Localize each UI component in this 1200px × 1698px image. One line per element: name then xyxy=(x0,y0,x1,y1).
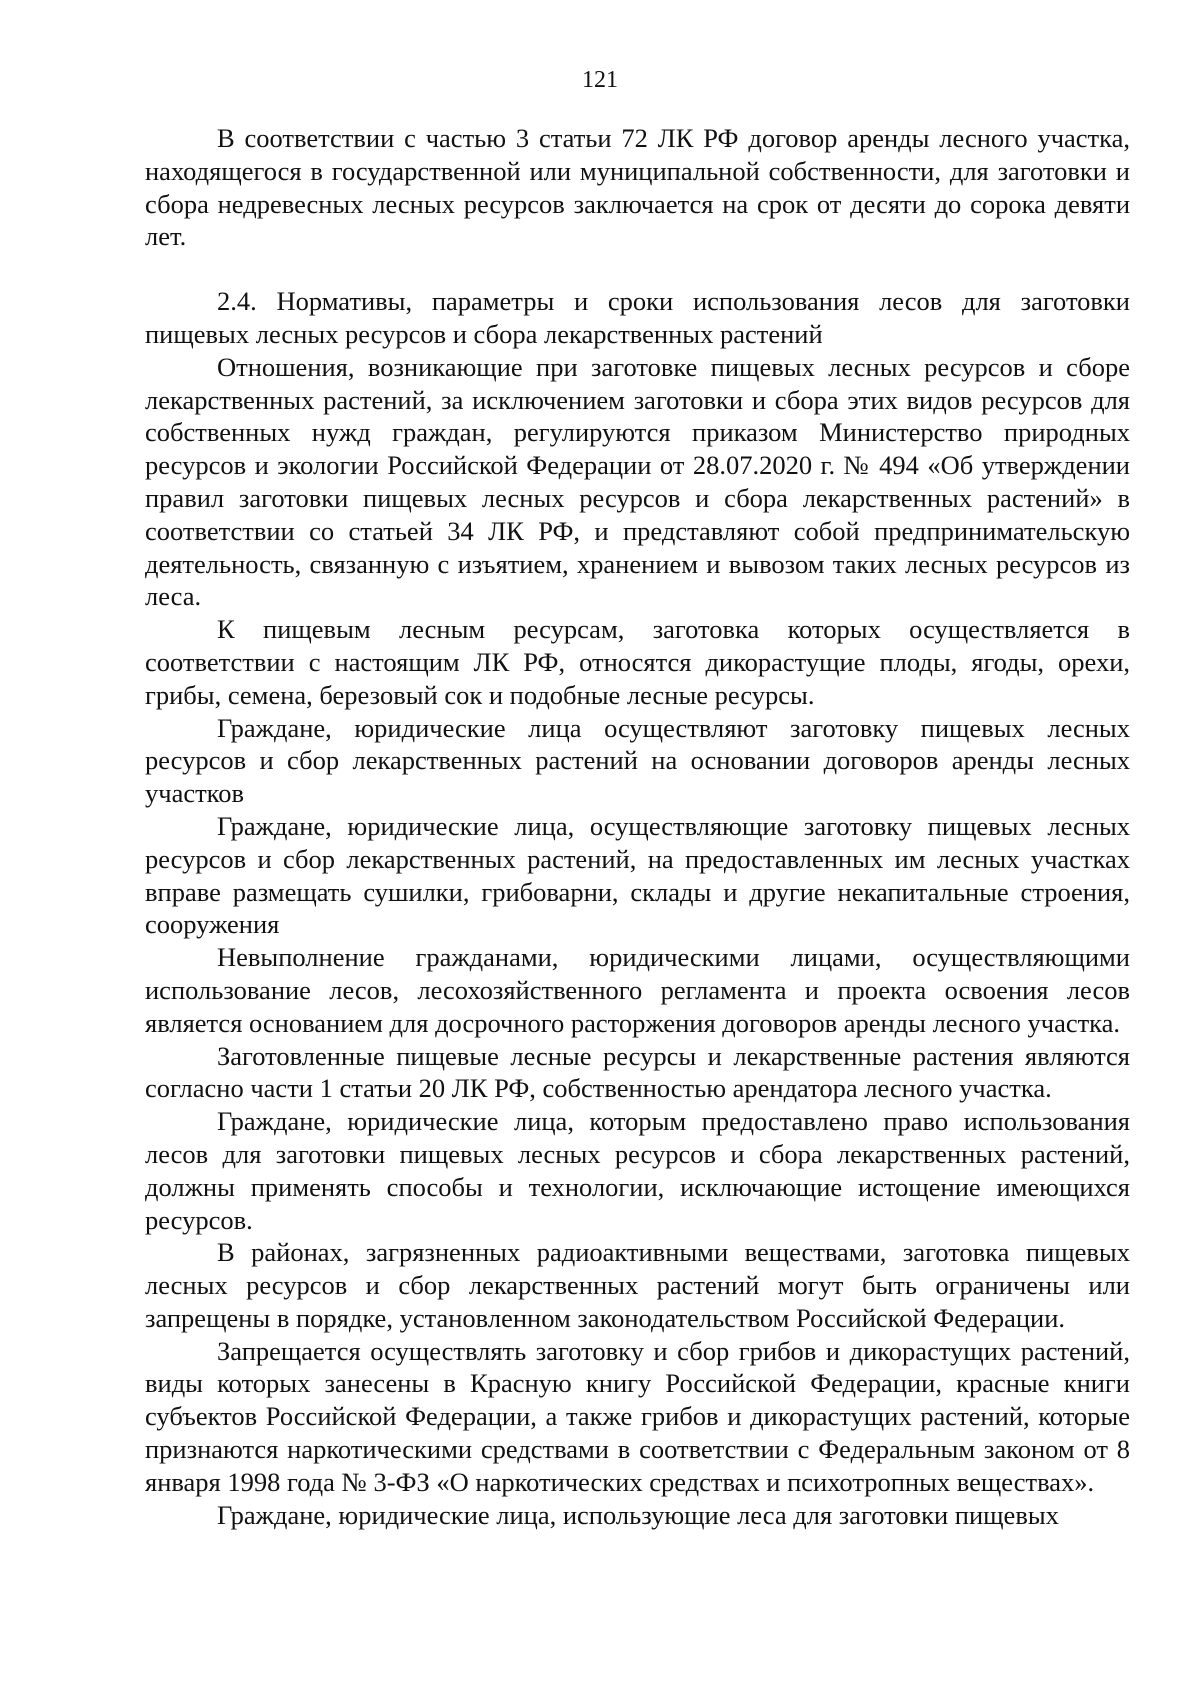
paragraph-termination: Невыполнение гражданами, юридическими лицами, осуществляющими использование лесов, лесохозяйственного регламента и проекта освоения лесов является основанием для досрочного расторжения договоров аренды лесного участка. xyxy=(145,942,1130,1038)
paragraph-methods: Граждане, юридические лица, которым предоставлено право использования лесов для заготовки пищевых лесных ресурсов и сбора лекарственных растений, должны применять способы и технологии, исключающие истощение имеющихся ресурсов. xyxy=(145,1106,1130,1235)
paragraph-food-resources: К пищевым лесным ресурсам, заготовка которых осуществляется в соответствии с настоящим ЛК РФ, относятся дикорастущие плоды, ягоды, орехи, грибы, семена, березовый сок и подобные лесные ресурсы. xyxy=(145,614,1130,710)
page-number: 121 xyxy=(582,67,618,93)
paragraph-continuation: Граждане, юридические лица, использующие леса для заготовки пищевых xyxy=(217,1499,1059,1530)
paragraph-prohibition: Запрещается осуществлять заготовку и сбор грибов и дикорастущих растений, виды которых занесены в Красную книгу Российской Федерации, красные книги субъектов Российской Федерации, а также грибов и дикорастущих растений, которые признаются наркотическими средствами в соответствии с Федеральным законом от 8 января 1998 года № 3-ФЗ «О наркотических средствах и психотропных веществах». xyxy=(145,1335,1130,1497)
paragraph-radioactive: В районах, загрязненных радиоактивными веществами, заготовка пищевых лесных ресурсов и сбор лекарственных растений могут быть ограничены или запрещены в порядке, установленном законодательством Российской Федерации. xyxy=(145,1237,1130,1333)
section-heading-2-4: 2.4. Нормативы, параметры и сроки использования лесов для заготовки пищевых лесных ресурсов и сбора лекарственных растений xyxy=(145,286,1130,349)
paragraph-relations: Отношения, возникающие при заготовке пищевых лесных ресурсов и сборе лекарственных растений, за исключением заготовки и сбора этих видов ресурсов для собственных нужд граждан, регулируются приказом Министерство природных ресурсов и экологии Российской Федерации от 28.07.2020 г. № 494 «Об утверждении правил заготовки пищевых лесных ресурсов и сбора лекарственных растений» в соответствии со статьей 34 ЛК РФ, и представляют собой предпринимательскую деятельность, связанную с изъятием, хранением и вывозом таких лесных ресурсов из леса. xyxy=(145,351,1130,612)
paragraph-ownership: Заготовленные пищевые лесные ресурсы и лекарственные растения являются согласно части 1 статьи 20 ЛК РФ, собственностью арендатора лесного участка. xyxy=(145,1040,1130,1104)
paragraph-lease-basis: Граждане, юридические лица осуществляют заготовку пищевых лесных ресурсов и сбор лекарственных растений на основании договоров аренды лесных участков xyxy=(145,712,1130,809)
paragraph-structures: Граждане, юридические лица, осуществляющие заготовку пищевых лесных ресурсов и сбор лекарственных растений, на предоставленных им лесных участках вправе размещать сушилки, грибоварни, склады и другие некапитальные строения, сооружения xyxy=(145,810,1130,940)
document-body xyxy=(145,122,1130,1531)
paragraph-lease-term: В соответствии с частью 3 статьи 72 ЛК РФ договор аренды лесного участка, находящегося в государственной или муниципальной собственности, для заготовки и сбора недревесных лесных ресурсов заключается на срок от десяти до сорока девяти лет. xyxy=(145,123,1130,252)
